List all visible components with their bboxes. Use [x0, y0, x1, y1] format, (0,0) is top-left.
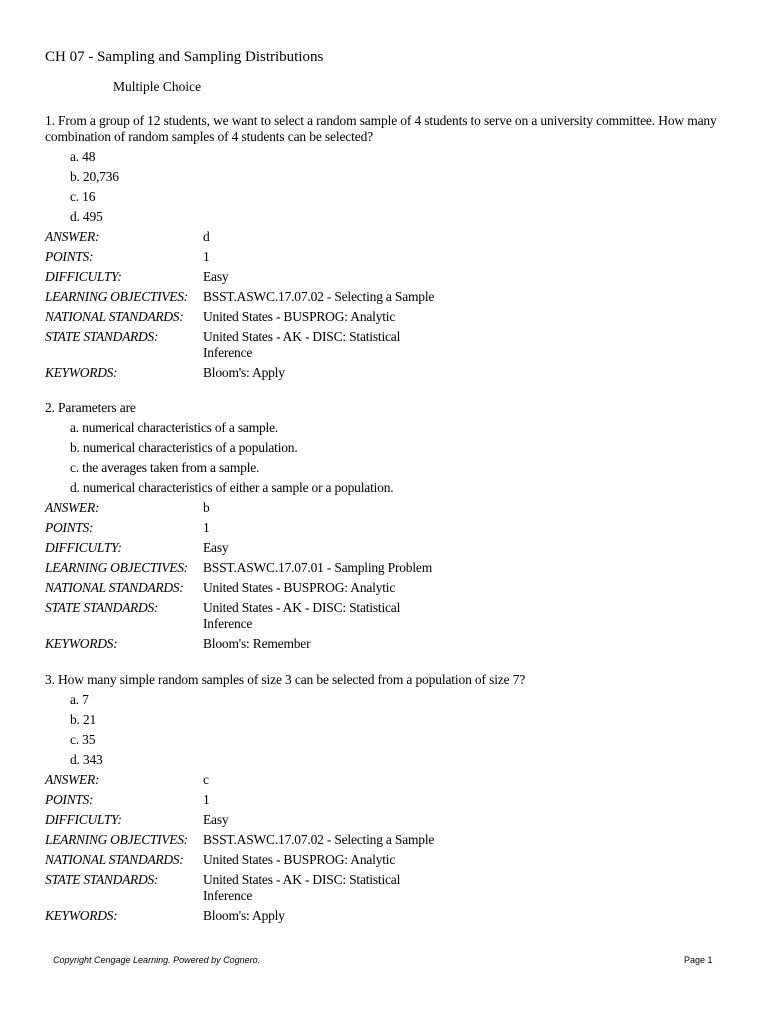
answer-choices	[45, 418, 735, 498]
national-standards-value: United States - BUSPROG: Analytic	[203, 309, 396, 324]
difficulty-row	[45, 538, 735, 558]
objectives-label: LEARNING OBJECTIVES:	[45, 560, 188, 575]
state-standards-label: STATE STANDARDS:	[45, 329, 159, 344]
choice-c: c. the averages taken from a sample.	[70, 460, 260, 475]
points-value: 1	[203, 792, 210, 807]
national-standards-row	[45, 307, 735, 327]
difficulty-value: Easy	[203, 540, 229, 555]
answer-row	[45, 770, 735, 790]
points-label: POINTS:	[45, 249, 94, 264]
objectives-label: LEARNING OBJECTIVES:	[45, 289, 188, 304]
difficulty-value: Easy	[203, 269, 229, 284]
keywords-value: Bloom's: Remember	[203, 636, 311, 651]
keywords-row	[45, 634, 735, 654]
question-stem: 1. From a group of 12 students, we want to select a random sample of 4 students to serve on a university committee. How many combination of random samples of 4 students can be selected?	[45, 113, 717, 144]
difficulty-value: Easy	[203, 812, 229, 827]
keywords-label: KEYWORDS:	[45, 636, 118, 651]
national-standards-row	[45, 578, 735, 598]
difficulty-row	[45, 267, 735, 287]
question-stem: 3. How many simple random samples of size 3 can be selected from a population of size 7?	[45, 672, 526, 687]
choice-b: b. 21	[70, 712, 97, 727]
keywords-label: KEYWORDS:	[45, 908, 118, 923]
answer-label: ANSWER:	[45, 500, 100, 515]
question-1	[45, 113, 735, 383]
choice-c: c. 16	[70, 189, 96, 204]
difficulty-label: DIFFICULTY:	[45, 540, 122, 555]
state-standards-row	[45, 870, 735, 906]
section-heading: Multiple Choice	[113, 79, 202, 94]
objectives-value: BSST.ASWC.17.07.02 - Selecting a Sample	[203, 289, 435, 304]
points-row	[45, 247, 735, 267]
answer-value: b	[203, 500, 210, 515]
national-standards-label: NATIONAL STANDARDS:	[45, 580, 184, 595]
objectives-row	[45, 287, 735, 307]
choice-d: d. numerical characteristics of either a sample or a population.	[70, 480, 394, 495]
answer-label: ANSWER:	[45, 772, 100, 787]
national-standards-value: United States - BUSPROG: Analytic	[203, 580, 396, 595]
question-metadata	[45, 770, 735, 926]
difficulty-row	[45, 810, 735, 830]
choice-b: b. numerical characteristics of a population.	[70, 440, 298, 455]
state-standards-value: United States - AK - DISC: Statistical Inference	[203, 329, 401, 360]
state-standards-label: STATE STANDARDS:	[45, 872, 159, 887]
objectives-value: BSST.ASWC.17.07.02 - Selecting a Sample	[203, 832, 435, 847]
state-standards-value: United States - AK - DISC: Statistical Inference	[203, 600, 401, 631]
answer-choices	[45, 690, 735, 770]
answer-choices	[45, 147, 735, 227]
choice-b: b. 20,736	[70, 169, 119, 184]
page-number: Page 1	[684, 955, 713, 965]
national-standards-row	[45, 850, 735, 870]
difficulty-label: DIFFICULTY:	[45, 269, 122, 284]
keywords-row	[45, 363, 735, 383]
state-standards-value: United States - AK - DISC: Statistical Inference	[203, 872, 401, 903]
copyright-footer: Copyright Cengage Learning. Powered by Cognero.	[53, 955, 261, 965]
choice-a: a. 48	[70, 149, 96, 164]
objectives-value: BSST.ASWC.17.07.01 - Sampling Problem	[203, 560, 432, 575]
keywords-value: Bloom's: Apply	[203, 365, 285, 380]
question-2	[45, 400, 735, 654]
points-row	[45, 518, 735, 538]
objectives-row	[45, 830, 735, 850]
choice-c: c. 35	[70, 732, 96, 747]
choice-d: d. 343	[70, 752, 103, 767]
state-standards-row	[45, 598, 735, 634]
choice-a: a. numerical characteristics of a sample.	[70, 420, 279, 435]
document-title: CH 07 - Sampling and Sampling Distributions	[45, 49, 324, 65]
points-value: 1	[203, 520, 210, 535]
objectives-row	[45, 558, 735, 578]
difficulty-label: DIFFICULTY:	[45, 812, 122, 827]
points-label: POINTS:	[45, 792, 94, 807]
question-metadata	[45, 227, 735, 383]
state-standards-label: STATE STANDARDS:	[45, 600, 159, 615]
keywords-label: KEYWORDS:	[45, 365, 118, 380]
national-standards-label: NATIONAL STANDARDS:	[45, 852, 184, 867]
choice-a: a. 7	[70, 692, 89, 707]
answer-value: c	[203, 772, 209, 787]
points-row	[45, 790, 735, 810]
points-value: 1	[203, 249, 210, 264]
question-metadata	[45, 498, 735, 654]
question-3	[45, 672, 735, 926]
national-standards-value: United States - BUSPROG: Analytic	[203, 852, 396, 867]
question-stem: 2. Parameters are	[45, 400, 136, 415]
points-label: POINTS:	[45, 520, 94, 535]
answer-label: ANSWER:	[45, 229, 100, 244]
state-standards-row	[45, 327, 735, 363]
national-standards-label: NATIONAL STANDARDS:	[45, 309, 184, 324]
keywords-value: Bloom's: Apply	[203, 908, 285, 923]
answer-value: d	[203, 229, 210, 244]
objectives-label: LEARNING OBJECTIVES:	[45, 832, 188, 847]
keywords-row	[45, 906, 735, 926]
answer-row	[45, 498, 735, 518]
choice-d: d. 495	[70, 209, 103, 224]
answer-row	[45, 227, 735, 247]
